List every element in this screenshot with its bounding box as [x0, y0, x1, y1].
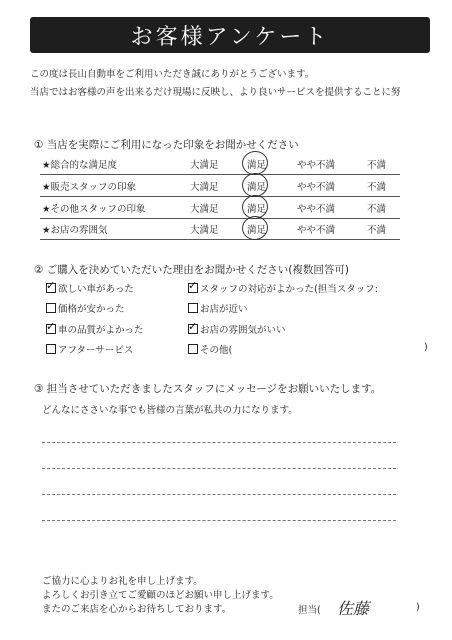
- reason-low-price[interactable]: 価格が安かった: [46, 301, 125, 315]
- header-bar: [30, 17, 430, 53]
- checkbox[interactable]: [188, 324, 198, 334]
- option-very-satisfied[interactable]: 大満足: [190, 225, 219, 236]
- rating-row: [40, 219, 400, 240]
- message-line[interactable]: [42, 520, 396, 521]
- option-very-satisfied[interactable]: 大満足: [190, 160, 219, 171]
- rating-row-label: ★総合的な満足度: [42, 160, 118, 171]
- checkbox[interactable]: [46, 283, 56, 293]
- question-2-title: ② ご購入を決めていただいた理由をお聞かせください(複数回答可): [34, 264, 349, 276]
- rating-row: [40, 176, 400, 197]
- closing-line-1: ご協力に心よりお礼を申し上げます。: [42, 576, 203, 587]
- message-line[interactable]: [42, 442, 396, 443]
- reason-other[interactable]: その他(: [188, 342, 232, 356]
- option-dissatisfied[interactable]: 不満: [367, 225, 387, 236]
- option-very-satisfied[interactable]: 大満足: [190, 204, 219, 215]
- checkbox[interactable]: [46, 303, 56, 313]
- intro-line-2: 当店ではお客様の声を出来るだけ現場に反映し、より良いサービスを提供することに努: [30, 87, 401, 98]
- option-satisfied[interactable]: 満足: [247, 160, 267, 171]
- option-satisfied[interactable]: 満足: [247, 204, 267, 215]
- option-dissatisfied[interactable]: 不満: [367, 204, 387, 215]
- checkbox[interactable]: [46, 344, 56, 354]
- option-somewhat-dissatisfied[interactable]: やや不満: [297, 182, 336, 193]
- option-dissatisfied[interactable]: 不満: [367, 160, 387, 171]
- reason-store-atmosphere[interactable]: ✓ お店の雰囲気がいい: [188, 322, 286, 336]
- rating-row-label: ★販売スタッフの印象: [42, 182, 137, 193]
- page-title: お客様アンケート: [130, 24, 330, 50]
- other-close-paren: ): [424, 342, 428, 353]
- staff-close-paren: ): [416, 602, 420, 613]
- checkbox[interactable]: [188, 303, 198, 313]
- rating-row-label: ★その他スタッフの印象: [42, 204, 146, 215]
- option-somewhat-dissatisfied[interactable]: やや不満: [297, 160, 336, 171]
- checkbox[interactable]: [188, 344, 198, 354]
- closing-line-2: よろしくお引き立てご愛顧のほどお願い申し上げます。: [42, 590, 279, 601]
- message-line[interactable]: [42, 494, 396, 495]
- reason-staff-service[interactable]: ✓ スタッフの対応がよかった(担当スタッフ:: [188, 281, 378, 295]
- option-very-satisfied[interactable]: 大満足: [190, 182, 219, 193]
- checkbox[interactable]: [46, 324, 56, 334]
- reason-desired-car[interactable]: ✓ 欲しい車があった: [46, 281, 134, 295]
- reason-nearby-store[interactable]: お店が近い: [188, 301, 248, 315]
- checkbox[interactable]: [188, 283, 198, 293]
- selection-circle: [240, 214, 269, 241]
- intro-line-1: この度は長山自動車をご利用いただき誠にありがとうございます。: [30, 69, 315, 80]
- staff-signature: 佐藤: [337, 599, 370, 618]
- option-somewhat-dissatisfied[interactable]: やや不満: [297, 204, 336, 215]
- rating-row: [40, 198, 400, 219]
- staff-label: 担当(: [298, 605, 321, 616]
- question-3-subtitle: どんなにささいな事でも皆様の言葉が私共の力になります。: [42, 405, 298, 416]
- question-1-title: ① 当店を実際にご利用になった印象をお聞かせください: [34, 139, 299, 151]
- reason-car-quality[interactable]: ✓ 車の品質がよかった: [46, 322, 144, 336]
- option-dissatisfied[interactable]: 不満: [367, 182, 387, 193]
- option-satisfied[interactable]: 満足: [247, 182, 267, 193]
- message-line[interactable]: [42, 468, 396, 469]
- option-somewhat-dissatisfied[interactable]: やや不満: [297, 225, 336, 236]
- closing-line-3: またのご来店を心からお待ちしております。: [42, 604, 232, 615]
- reason-after-service[interactable]: アフターサービス: [46, 342, 133, 356]
- option-satisfied[interactable]: 満足: [247, 225, 267, 236]
- rating-row-label: ★お店の雰囲気: [42, 225, 108, 236]
- rating-row: [40, 154, 400, 175]
- question-3-title: ③ 担当させていただきましたスタッフにメッセージをお願いいたします。: [34, 383, 382, 395]
